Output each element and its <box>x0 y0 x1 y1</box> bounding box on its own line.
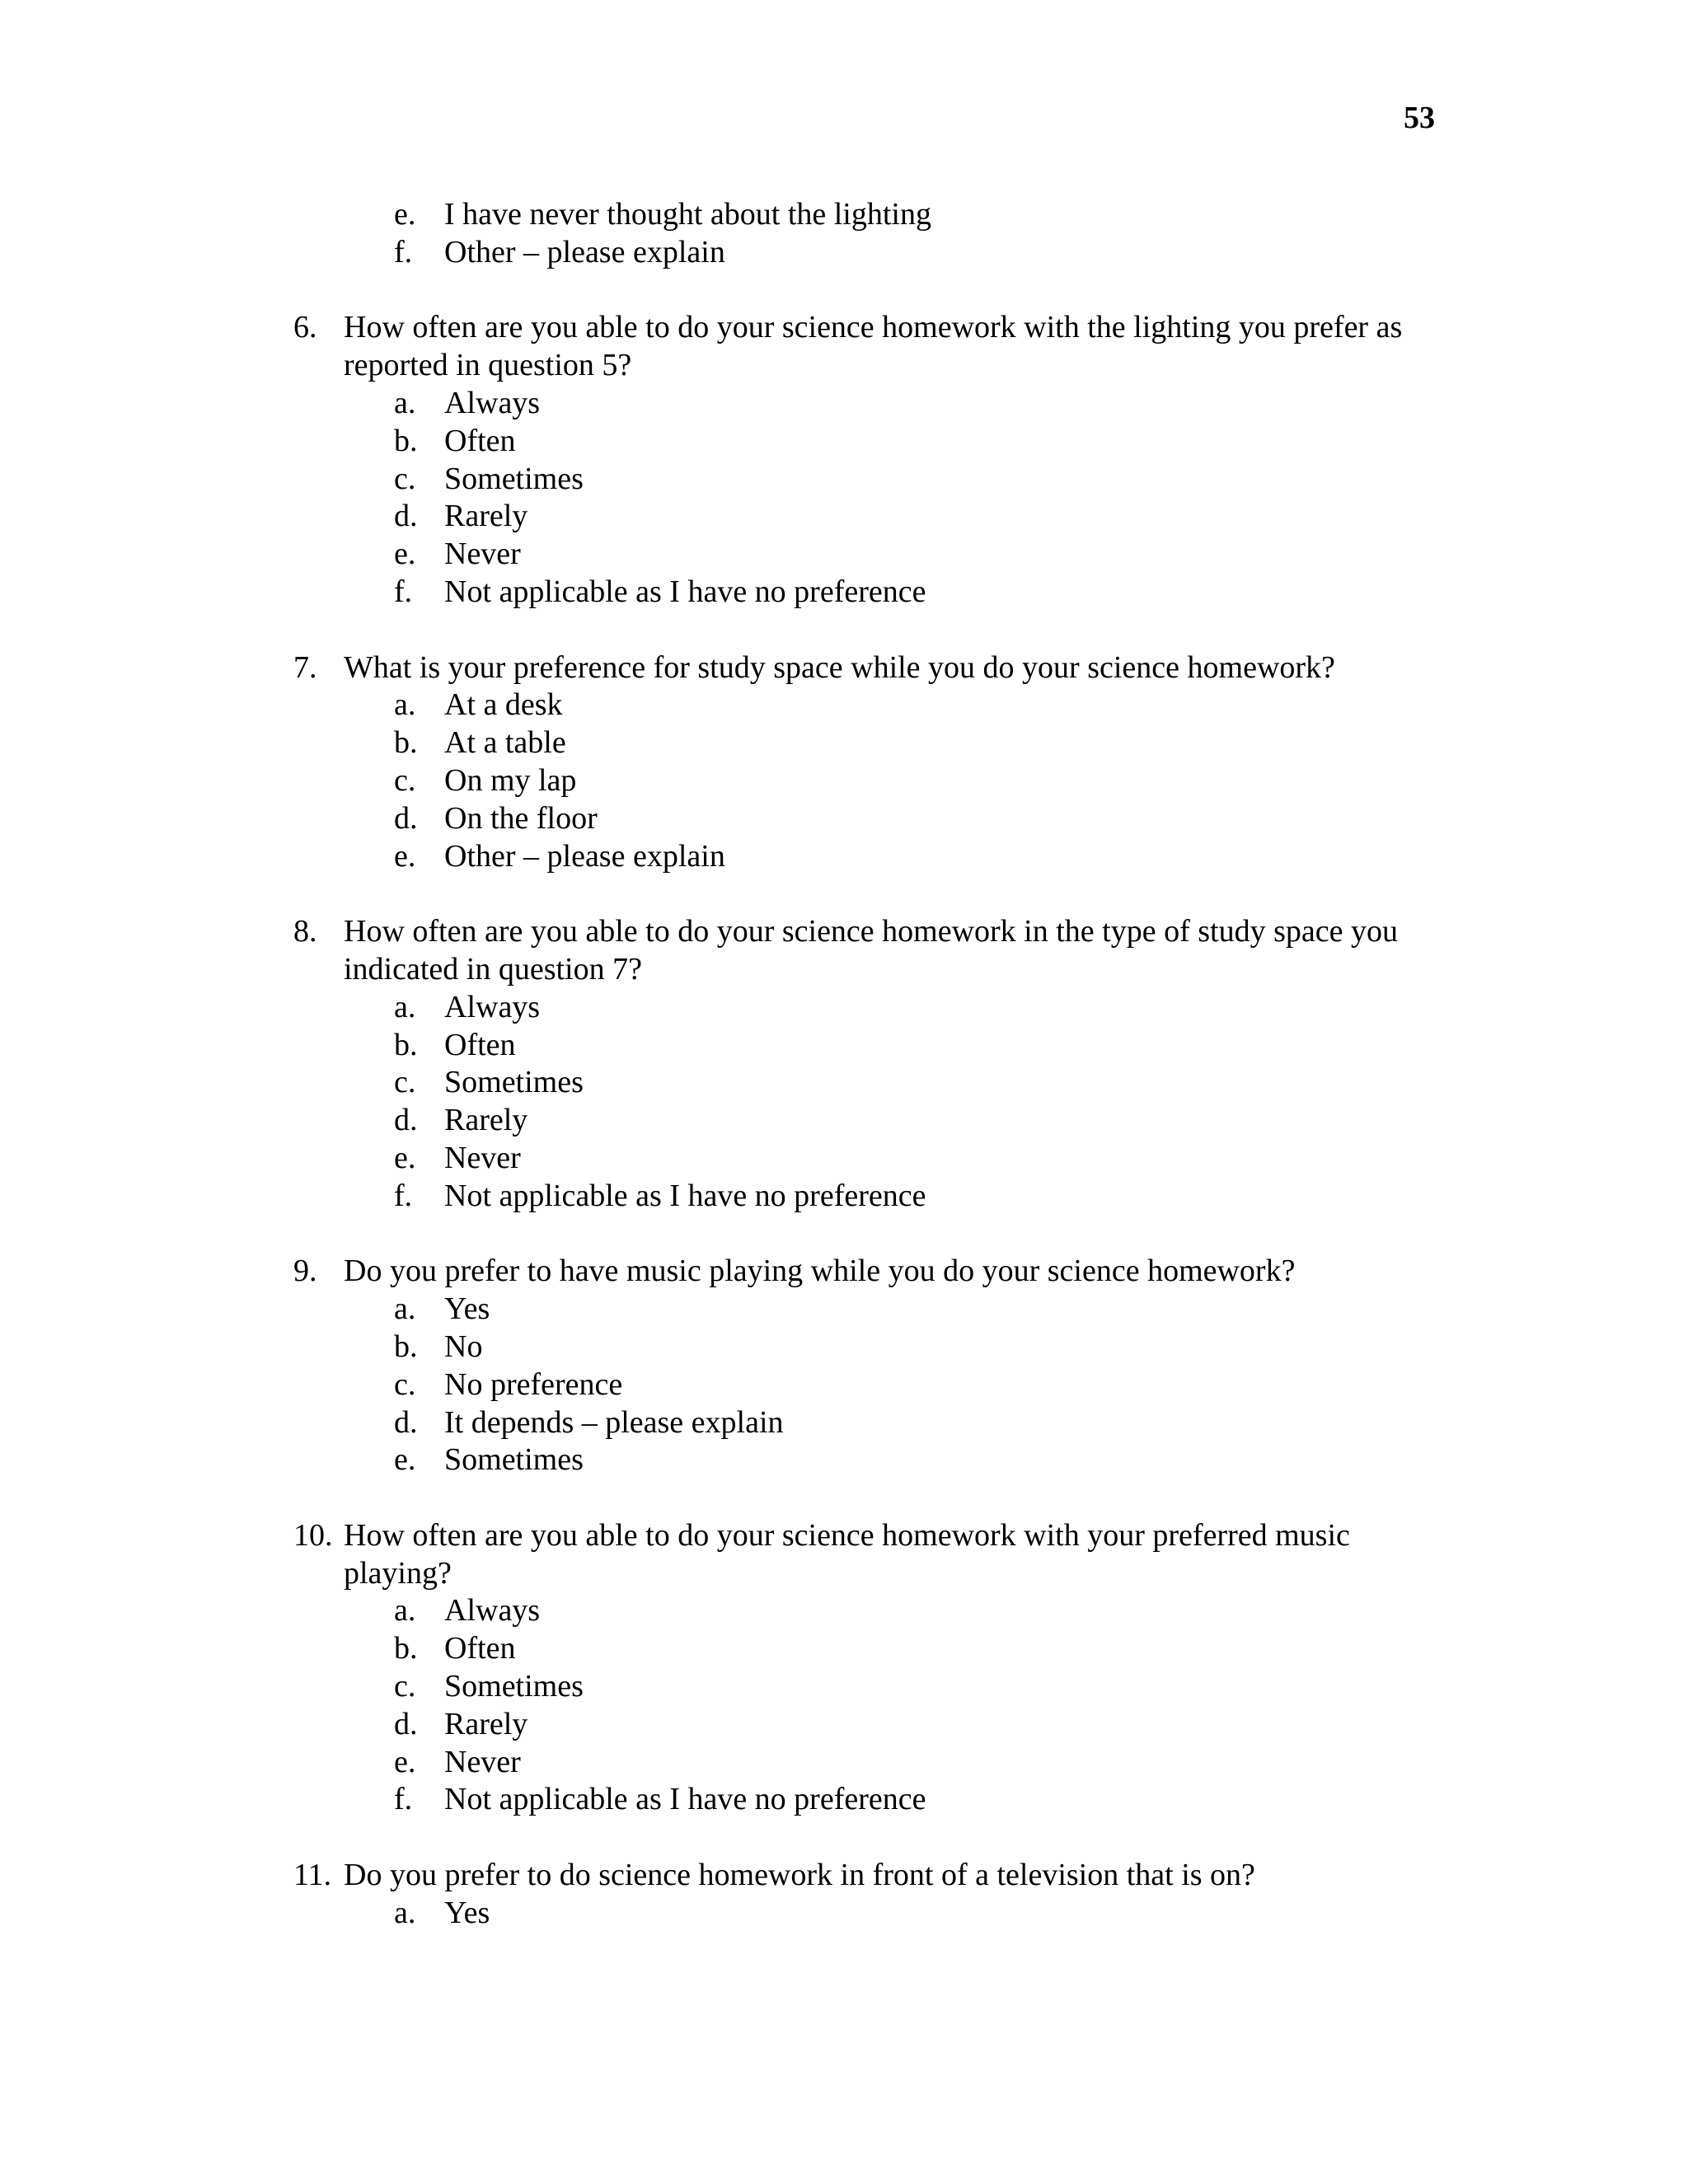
option-list <box>293 989 1464 1216</box>
option-item <box>293 1744 1464 1782</box>
question-text: What is your preference for study space while you do your science homework? <box>344 649 1335 685</box>
question-number: 11. <box>293 1858 332 1893</box>
option-item <box>293 687 1464 724</box>
option-item <box>293 838 1464 876</box>
option-text: At a desk <box>444 687 563 723</box>
option-text: Always <box>444 1593 541 1629</box>
option-letter: a. <box>394 385 416 420</box>
option-text: Sometimes <box>444 1669 584 1704</box>
question-7 <box>293 649 1464 876</box>
option-text: Always <box>444 989 541 1024</box>
option-list <box>293 196 1464 272</box>
option-item <box>293 1706 1464 1744</box>
option-item <box>293 1895 1464 1933</box>
option-letter: a. <box>394 1895 416 1930</box>
option-item <box>293 423 1464 461</box>
option-letter: c. <box>394 762 416 798</box>
question-prompt <box>293 309 1464 385</box>
option-letter: f. <box>394 1178 413 1213</box>
option-letter: e. <box>394 1442 416 1478</box>
option-letter: e. <box>394 197 416 232</box>
option-letter: a. <box>394 687 416 723</box>
option-text: Yes <box>444 1291 490 1327</box>
option-text: Sometimes <box>444 461 584 496</box>
option-item <box>293 1668 1464 1706</box>
question-number: 9. <box>293 1254 317 1289</box>
option-item <box>293 800 1464 838</box>
option-text: Often <box>444 1631 516 1666</box>
question-text: How often are you able to do your science homework in the type of study space you indicated in question 7? <box>344 914 1398 987</box>
option-letter: a. <box>394 989 416 1024</box>
option-letter: d. <box>394 1706 418 1741</box>
question-8 <box>293 913 1464 1215</box>
option-item <box>293 1027 1464 1065</box>
option-letter: f. <box>394 574 413 609</box>
option-list <box>293 1592 1464 1819</box>
option-letter: b. <box>394 1329 418 1364</box>
option-text: Not applicable as I have no preference <box>444 1178 926 1213</box>
option-letter: e. <box>394 838 416 874</box>
option-letter: e. <box>394 1140 416 1175</box>
option-text: Other – please explain <box>444 234 725 269</box>
option-letter: e. <box>394 537 416 572</box>
option-letter: f. <box>394 1782 413 1817</box>
question-text: Do you prefer to do science homework in front of a television that is on? <box>344 1858 1255 1893</box>
question-9 <box>293 1253 1464 1479</box>
question-6 <box>293 309 1464 611</box>
option-item <box>293 1102 1464 1140</box>
option-text: Rarely <box>444 1706 528 1741</box>
option-item <box>293 498 1464 536</box>
option-letter: c. <box>394 461 416 496</box>
option-text: Sometimes <box>444 1442 584 1478</box>
option-letter: b. <box>394 725 418 761</box>
option-item <box>293 1140 1464 1178</box>
option-item <box>293 196 1464 234</box>
questionnaire-content <box>293 196 1464 1933</box>
option-item <box>293 385 1464 423</box>
question-number: 8. <box>293 914 317 949</box>
option-item <box>293 1630 1464 1668</box>
option-text: Never <box>444 537 521 572</box>
option-text: Often <box>444 423 516 458</box>
option-text: Not applicable as I have no preference <box>444 1782 926 1817</box>
question-11 <box>293 1857 1464 1933</box>
option-letter: c. <box>394 1366 416 1402</box>
option-text: Rarely <box>444 499 528 534</box>
option-text: I have never thought about the lighting <box>444 197 931 232</box>
option-text: Always <box>444 385 541 420</box>
option-text: Not applicable as I have no preference <box>444 574 926 609</box>
option-text: No <box>444 1329 483 1364</box>
question-number: 7. <box>293 649 317 685</box>
option-text: Often <box>444 1027 516 1062</box>
option-letter: d. <box>394 499 418 534</box>
option-text: Yes <box>444 1895 490 1930</box>
option-letter: a. <box>394 1593 416 1629</box>
option-letter: e. <box>394 1744 416 1779</box>
option-text: At a table <box>444 725 566 761</box>
option-text: Sometimes <box>444 1065 584 1100</box>
option-letter: c. <box>394 1065 416 1100</box>
question-10 <box>293 1517 1464 1819</box>
option-letter: f. <box>394 234 413 269</box>
option-text: It depends – please explain <box>444 1404 784 1440</box>
option-item <box>293 1329 1464 1366</box>
question-prompt <box>293 649 1464 687</box>
option-item <box>293 762 1464 800</box>
option-item <box>293 724 1464 762</box>
option-letter: d. <box>394 1103 418 1138</box>
option-list <box>293 1895 1464 1933</box>
question-text: Do you prefer to have music playing while you do your science homework? <box>344 1254 1296 1289</box>
option-text: On my lap <box>444 762 577 798</box>
option-text: No preference <box>444 1366 623 1402</box>
question-number: 10. <box>293 1517 333 1553</box>
question-number: 6. <box>293 310 317 345</box>
option-item <box>293 989 1464 1027</box>
option-item <box>293 1592 1464 1630</box>
option-text: On the floor <box>444 800 598 836</box>
option-item <box>293 1781 1464 1819</box>
question-prompt <box>293 913 1464 989</box>
question-prompt <box>293 1517 1464 1593</box>
option-item <box>293 234 1464 272</box>
option-item <box>293 1404 1464 1442</box>
option-text: Never <box>444 1140 521 1175</box>
option-item <box>293 461 1464 499</box>
option-letter: b. <box>394 1631 418 1666</box>
option-item <box>293 1441 1464 1479</box>
continued-options <box>293 196 1464 272</box>
question-text: How often are you able to do your science homework with your preferred music playing? <box>344 1517 1350 1591</box>
option-item <box>293 574 1464 612</box>
option-letter: d. <box>394 800 418 836</box>
option-list <box>293 385 1464 612</box>
option-item <box>293 1178 1464 1216</box>
option-text: Never <box>444 1744 521 1779</box>
option-item <box>293 1366 1464 1404</box>
question-prompt <box>293 1857 1464 1895</box>
option-letter: b. <box>394 423 418 458</box>
page-number: 53 <box>1404 101 1435 135</box>
option-list <box>293 1291 1464 1479</box>
option-letter: c. <box>394 1669 416 1704</box>
option-letter: d. <box>394 1404 418 1440</box>
option-text: Rarely <box>444 1103 528 1138</box>
option-list <box>293 687 1464 875</box>
question-text: How often are you able to do your science homework with the lighting you prefer as reported in question 5? <box>344 310 1403 383</box>
option-text: Other – please explain <box>444 838 725 874</box>
option-letter: b. <box>394 1027 418 1062</box>
option-item <box>293 1291 1464 1329</box>
option-item <box>293 536 1464 574</box>
question-prompt <box>293 1253 1464 1291</box>
option-item <box>293 1064 1464 1102</box>
option-letter: a. <box>394 1291 416 1327</box>
